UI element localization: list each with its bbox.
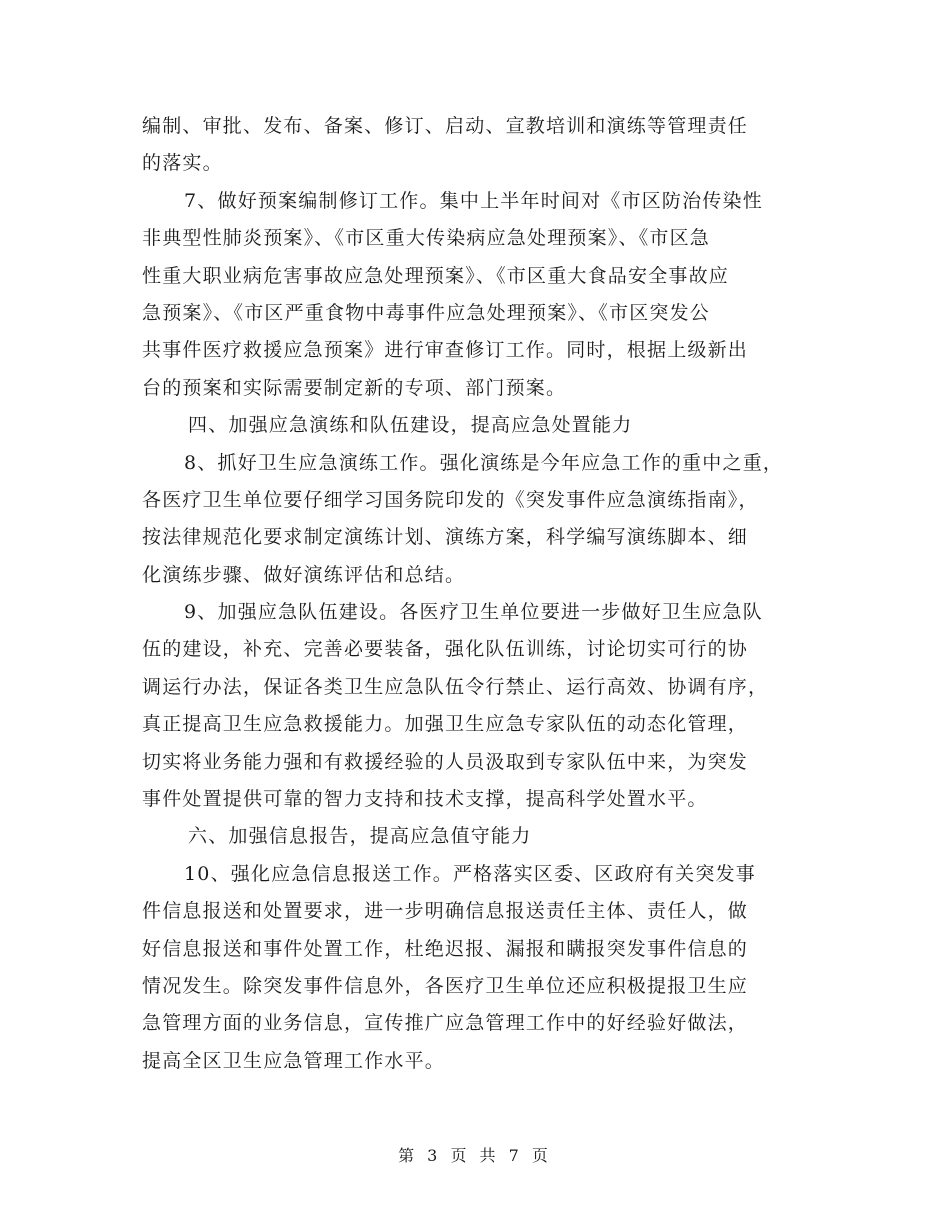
paragraph-start: 8、抓好卫生应急演练工作。强化演练是今年应急工作的重中之重， <box>184 451 784 474</box>
text-line: 化演练步骤、做好演练评估和总结。 <box>142 563 466 586</box>
page-number-footer: 第 3 页 共 7 页 <box>398 1146 552 1165</box>
text-line: 台的预案和实际需要制定新的专项、部门预案。 <box>142 376 567 399</box>
text-line: 编制、审批、发布、备案、修订、启动、宣教培训和演练等管理责任 <box>142 115 749 137</box>
text-line: 非典型性肺炎预案》、《市区重大传染病应急处理预案》、《市区急 <box>142 227 711 250</box>
text-line: 急预案》、《市区严重食物中毒事件应急处理预案》、《市区突发公 <box>142 301 711 324</box>
text-line: 共事件医疗救援应急预案》进行审查修订工作。同时，根据上级新出 <box>142 339 749 362</box>
paragraph-start: 10、强化应急信息报送工作。严格落实区委、区政府有关突发事 <box>184 862 756 885</box>
text-line: 件信息报送和处置要求，进一步明确信息报送责任主体、责任人，做 <box>142 900 749 923</box>
body-text <box>142 108 822 1080</box>
text-line: 真正提高卫生应急救援能力。加强卫生应急专家队伍的动态化管理， <box>142 713 749 736</box>
text-line: 事件处置提供可靠的智力支持和技术支撑，提高科学处置水平。 <box>142 788 708 811</box>
text-line: 的落实。 <box>142 152 223 175</box>
text-line: 提高全区卫生应急管理工作水平。 <box>142 1049 446 1072</box>
section-heading: 六、加强信息报告，提高应急值守能力 <box>188 825 532 848</box>
text-line: 按法律规范化要求制定演练计划、演练方案，科学编写演练脚本、细 <box>142 526 749 549</box>
paragraph-start: 9、加强应急队伍建设。各医疗卫生单位要进一步做好卫生应急队 <box>184 601 763 624</box>
text-line: 急管理方面的业务信息，宣传推广应急管理工作中的好经验好做法， <box>142 1012 749 1035</box>
text-line: 切实将业务能力强和有救援经验的人员汲取到专家队伍中来，为突发 <box>142 750 749 773</box>
text-line: 伍的建设，补充、完善必要装备，强化队伍训练，讨论切实可行的协 <box>142 638 749 661</box>
text-line: 性重大职业病危害事故应急处理预案》、《市区重大食品安全事故应 <box>142 264 730 287</box>
text-line: 情况发生。除突发事件信息外，各医疗卫生单位还应积极提报卫生应 <box>142 974 749 997</box>
text-line: 好信息报送和事件处置工作，杜绝迟报、漏报和瞒报突发事件信息的 <box>142 937 749 960</box>
text-line: 各医疗卫生单位要仔细学习国务院印发的《突发事件应急演练指南》， <box>142 488 759 511</box>
text-line: 调运行办法，保证各类卫生应急队伍令行禁止、运行高效、协调有序， <box>142 675 769 698</box>
paragraph-start: 7、做好预案编制修订工作。集中上半年时间对《市区防治传染性 <box>184 189 763 212</box>
section-heading: 四、加强应急演练和队伍建设，提高应急处置能力 <box>188 414 633 437</box>
